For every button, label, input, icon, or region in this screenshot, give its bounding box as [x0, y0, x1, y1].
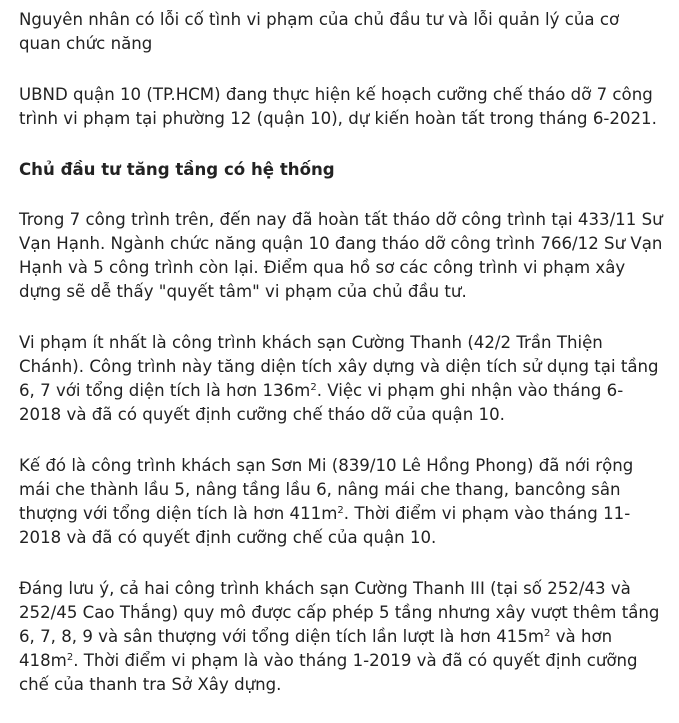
cuong-thanh-3-text-c: . Thời điểm vi phạm là vào tháng 1-2019 và đã có quyết định cưỡng chế của thanh tra Sở Xây dựng.: [19, 651, 638, 694]
paragraph-plan: [19, 83, 663, 131]
sapo-text: Nguyên nhân có lỗi cố tình vi phạm của chủ đầu tư và lỗi quản lý của cơ quan chức năng: [19, 10, 620, 53]
paragraph-cuong-thanh: [19, 331, 663, 427]
cuong-thanh-text-a: Vi phạm ít nhất là công trình khách sạn Cường Thanh (42/2 Trần Thiện Chánh). Công trình này tăng diện tích xây dựng và diện tích sử dụng tại tầng 6, 7 với tổng diện tích là hơn 136m: [19, 333, 659, 400]
paragraph-progress: [19, 208, 663, 304]
superscript-2: 2: [66, 652, 74, 663]
son-mi-text-a: Kế đó là công trình khách sạn Sơn Mi (839/10 Lê Hồng Phong) đã nới rộng mái che thành lầu 5, nâng tầng lầu 6, nâng mái che thang, bancông sân thượng với tổng diện tích là hơn 411m: [19, 456, 634, 523]
cuong-thanh-text-b: . Việc vi phạm ghi nhận vào tháng 6-2018 và đã có quyết định cưỡng chế tháo dỡ của quận 10.: [19, 381, 624, 424]
cuong-thanh-3-text-b: và hơn 418m: [19, 627, 613, 670]
paragraph-son-mi: [19, 454, 663, 550]
section-heading: Chủ đầu tư tăng tầng có hệ thống: [19, 160, 335, 179]
paragraph-cuong-thanh-3: [19, 577, 663, 697]
plan-text: UBND quận 10 (TP.HCM) đang thực hiện kế hoạch cưỡng chế tháo dỡ 7 công trình vi phạm tại phường 12 (quận 10), dự kiến hoàn tất trong tháng 6-2021.: [19, 85, 657, 128]
progress-text: Trong 7 công trình trên, đến nay đã hoàn tất tháo dỡ công trình tại 433/11 Sư Vạn Hạnh. Ngành chức năng quận 10 đang tháo dỡ công trình 766/12 Sư Vạn Hạnh và 5 công trình còn lại. Điểm qua hồ sơ các công trình vi phạm xây dựng sẽ dễ thấy "quyết tâm" vi phạm của chủ đầu tư.: [19, 210, 663, 301]
superscript-2: 2: [337, 505, 344, 516]
article-sapo: [19, 8, 663, 56]
son-mi-text-b: . Thời điểm vi phạm vào tháng 11-2018 và đã có quyết định cưỡng chế của quận 10.: [19, 504, 631, 547]
superscript-2: 2: [544, 628, 551, 639]
superscript-2: 2: [310, 382, 317, 393]
cuong-thanh-3-text-a: Đáng lưu ý, cả hai công trình khách sạn Cường Thanh III (tại số 252/43 và 252/45 Cao Thắng) quy mô được cấp phép 5 tầng nhưng xây vượt thêm tầng 6, 7, 8, 9 và sân thượng với tổng diện tích lần lượt là hơn 415m: [19, 579, 660, 646]
